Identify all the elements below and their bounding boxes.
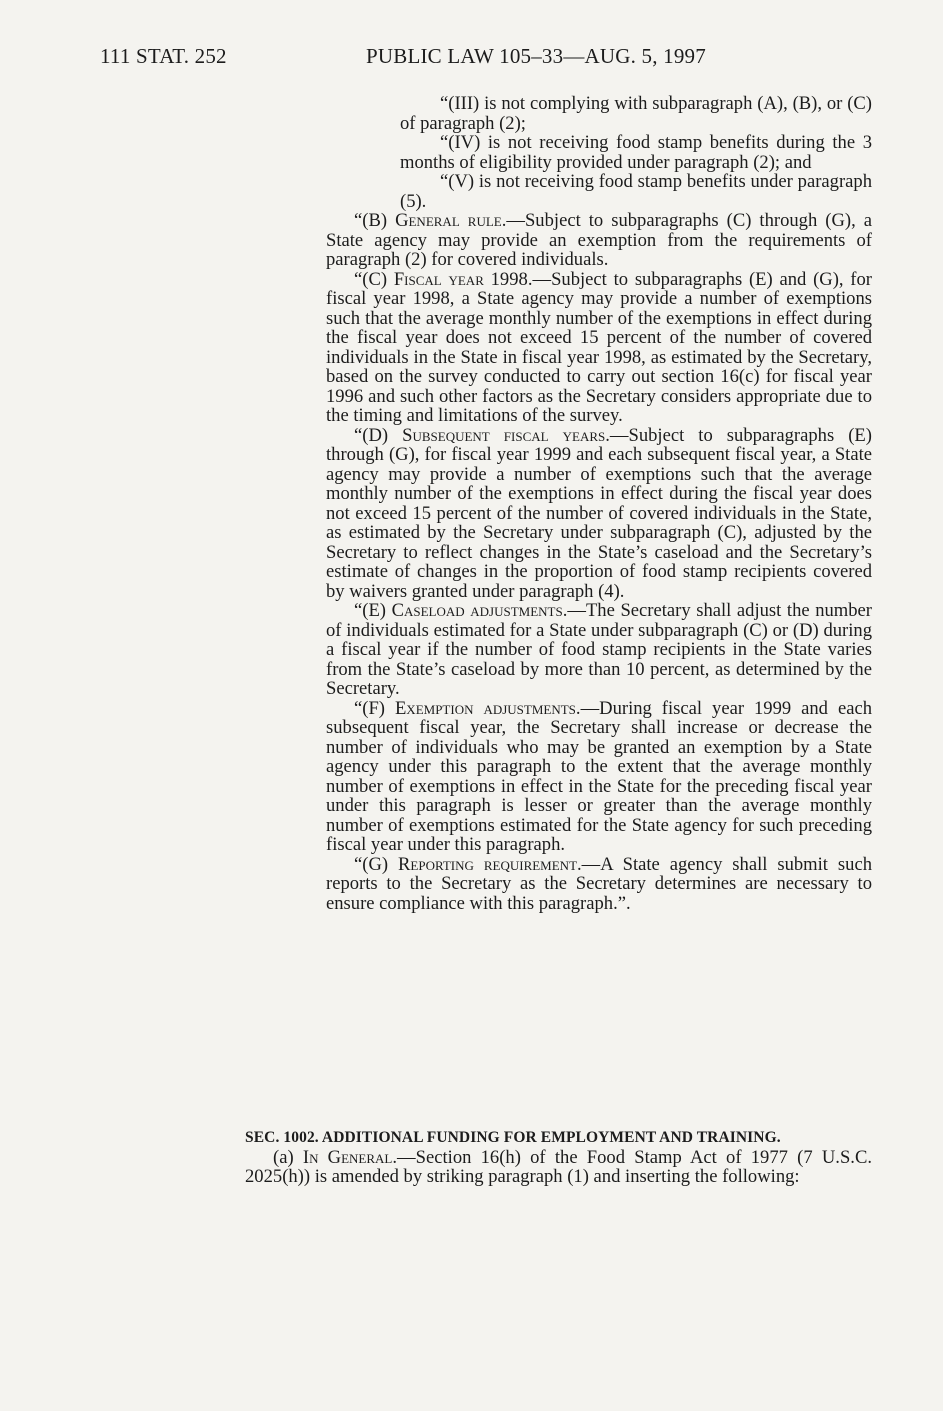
subparagraph-D-heading: Subsequent fiscal years (402, 424, 606, 446)
clause-V: “(V) is not receiving food stamp benefits under paragraph (5). (400, 171, 872, 212)
clause-IV: “(IV) is not receiving food stamp benefits during the 3 months of eligibility provided under paragraph (2); and (400, 132, 872, 173)
subparagraph-F-label: “(F) (354, 697, 385, 719)
section-heading: SEC. 1002. ADDITIONAL FUNDING FOR EMPLOYMENT AND TRAINING. (245, 1129, 781, 1146)
subparagraph-F-text: During fiscal year 1999 and each subsequent fiscal year, the Secretary shall increase or decrease the number of individuals who may be granted an exemption by a State agency under this paragraph to the extent that the average monthly number of exemptions in effect in the State for the preceding fiscal year under this paragraph is lesser or greater than the average monthly number of exemptions estimated for the State agency for such preceding fiscal year under this paragraph. (326, 697, 872, 855)
subparagraph-C-heading: Fiscal year 1998 (393, 268, 528, 290)
subsection-a: (a) In General.—Section 16(h) of the Food Stamp Act of 1977 (7 U.S.C. 2025(h)) is amended by striking paragraph (1) and inserting the following: (245, 1146, 872, 1187)
subparagraph-F: “(F) Exemption adjustments.—During fiscal year 1999 and each subsequent fiscal year, the Secretary shall increase or decrease the number of individuals who may be granted an exemption by a State agency under this paragraph to the extent that the average monthly number of exemptions in effect in the State for the preceding fiscal year under this paragraph is lesser or greater than the average monthly number of exemptions estimated for the State agency for such preceding fiscal year under this paragraph. (326, 697, 872, 855)
subparagraph-D: “(D) Subsequent fiscal years.—Subject to subparagraphs (E) through (G), for fiscal year 1999 and each subsequent fiscal year, a State agency may provide a number of exemptions such that the average monthly number of the exemptions in effect during the fiscal year does not exceed 15 percent of the number of covered individuals in the State, as estimated by the Secretary under subparagraph (C), adjusted by the Secretary to reflect changes in the State’s caseload and the Secretary’s estimate of changes in the proportion of food stamp recipients covered by waivers granted under paragraph (4). (326, 424, 872, 602)
subparagraph-G: “(G) Reporting requirement.—A State agency shall submit such reports to the Secretary as the Secretary determines are necessary to ensure compliance with this paragraph.”. (326, 853, 872, 914)
subparagraph-B-heading: General rule (395, 210, 502, 231)
subsection-a-label: (a) (273, 1146, 294, 1168)
subsection-a-text: Section 16(h) of the Food Stamp Act of 1977 (7 U.S.C. 2025(h)) is amended by striking paragraph (1) and inserting the following: (245, 1146, 872, 1187)
subparagraph-G-heading: Reporting requirement (398, 853, 578, 875)
subparagraph-D-text: Subject to subparagraphs (E) through (G), for fiscal year 1999 and each subsequent fiscal year, a State agency may provide a number of exemptions such that the average monthly number of the exemptions in effect during the fiscal year does not exceed 15 percent of the number of covered individuals in the State, as estimated by the Secretary under subparagraph (C), adjusted by the Secretary to reflect changes in the State’s caseload and the Secretary’s estimate of changes in the proportion of food stamp recipients covered by waivers granted under paragraph (4). (326, 424, 872, 602)
subsection-a-heading: In General (302, 1146, 393, 1168)
subparagraph-E-text: The Secretary shall adjust the number of individuals estimated for a State under subparagraph (C) or (D) during a fiscal year if the number of food stamp recipients in the State varies from the State’s caseload by more than 10 percent, as determined by the Secretary. (326, 600, 873, 699)
page-number: 111 STAT. 252 (100, 44, 227, 68)
subparagraph-G-text: A State agency shall submit such reports to the Secretary as the Secretary determines are necessary to ensure compliance with this paragraph.”. (326, 853, 872, 914)
subparagraph-C: “(C) Fiscal year 1998.—Subject to subparagraphs (E) and (G), for fiscal year 1998, a State agency may provide a number of exemptions such that the average monthly number of the exemptions in effect during the fiscal year does not exceed 15 percent of the number of covered individuals in the State in fiscal year 1998, as estimated by the Secretary, based on the survey conducted to carry out section 16(c) for fiscal year 1996 and such other factors as the Secretary considers appropriate due to the timing and limitations of the survey. (326, 268, 872, 426)
subparagraph-G-label: “(G) (354, 853, 389, 875)
subparagraph-E-label: “(E) (354, 600, 386, 621)
subparagraph-C-text: Subject to subparagraphs (E) and (G), for fiscal year 1998, a State agency may provide a number of exemptions such that the average monthly number of the exemptions in effect during the fiscal year does not exceed 15 percent of the number of covered individuals in the State in fiscal year 1998, as estimated by the Secretary, based on the survey conducted to carry out section 16(c) for fiscal year 1996 and such other factors as the Secretary considers appropriate due to the timing and limitations of the survey. (326, 268, 872, 426)
subparagraph-F-heading: Exemption adjustments (394, 697, 576, 719)
subparagraph-B-text: Subject to subparagraphs (C) through (G), a State agency may provide an exemption from the requirements of paragraph (2) for covered individuals. (326, 210, 872, 270)
subparagraph-B-label: “(B) (354, 210, 388, 231)
subparagraph-E-heading: Caseload adjustments (391, 600, 563, 621)
statute-body (326, 94, 872, 913)
clause-III: “(III) is not complying with subparagraph (A), (B), or (C) of paragraph (2); (400, 93, 872, 134)
subparagraph-C-label: “(C) (354, 268, 388, 290)
subparagraph-B: “(B) General rule.—Subject to subparagraphs (C) through (G), a State agency may provide an exemption from the requirements of paragraph (2) for covered individuals. (326, 210, 872, 270)
subparagraph-E: “(E) Caseload adjustments.—The Secretary shall adjust the number of individuals estimated for a State under subparagraph (C) or (D) during a fiscal year if the number of food stamp recipients in the State varies from the State’s caseload by more than 10 percent, as determined by the Secretary. (326, 600, 873, 699)
section-1002 (245, 1128, 872, 1187)
subparagraph-D-label: “(D) (354, 424, 389, 446)
law-citation: PUBLIC LAW 105–33—AUG. 5, 1997 (366, 44, 706, 68)
